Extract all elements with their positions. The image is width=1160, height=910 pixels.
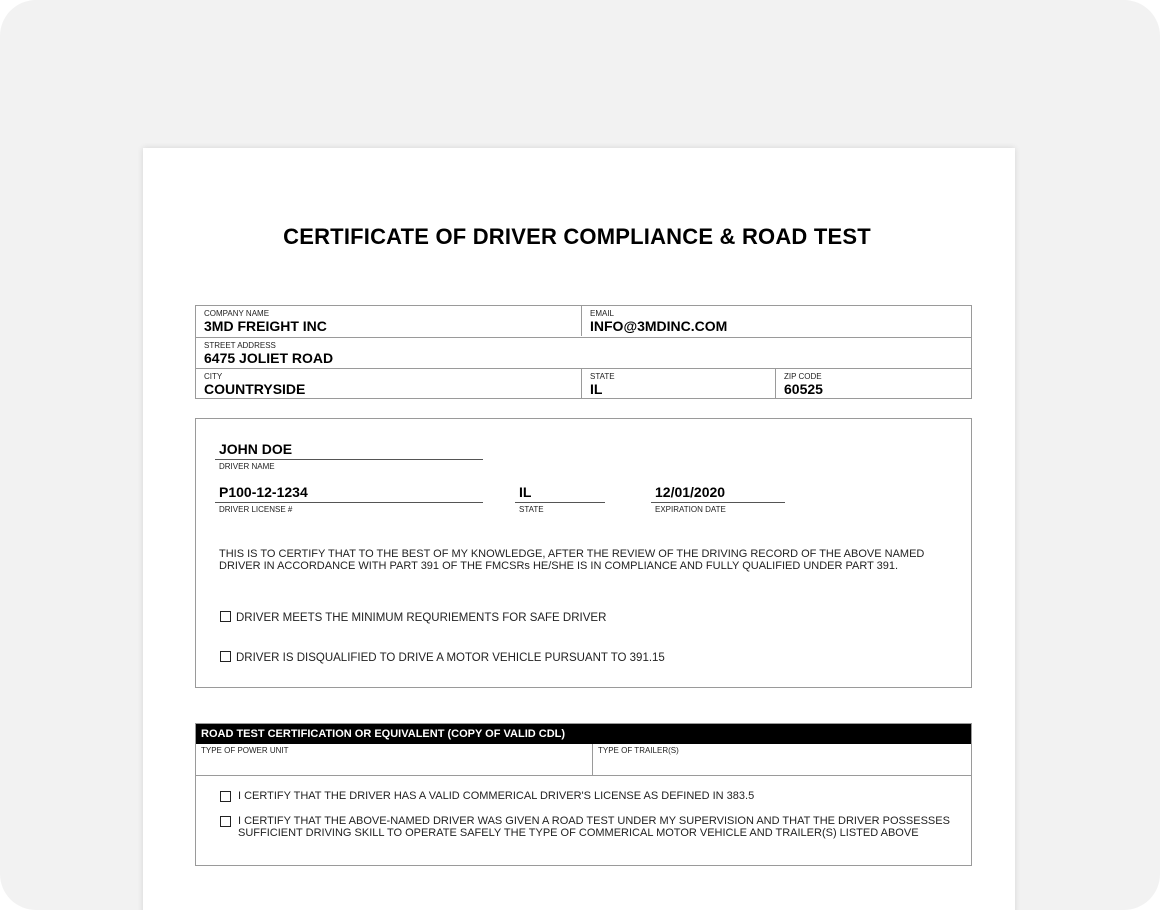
company-name-cell (196, 306, 581, 336)
city-label: CITY (204, 372, 223, 381)
checkbox-disqualified[interactable] (220, 651, 231, 662)
city-row (196, 368, 971, 399)
street-cell (196, 338, 971, 368)
checkbox-cert-road-test[interactable] (220, 816, 231, 827)
cert-cdl-text: I CERTIFY THAT THE DRIVER HAS A VALID COMMERICAL DRIVER'S LICENSE AS DEFINED IN 383.5 (238, 790, 755, 802)
zip-cell (775, 369, 972, 399)
driver-license-line (215, 502, 483, 503)
zip-label: ZIP CODE (784, 372, 822, 381)
document-page (143, 148, 1015, 910)
driver-state-label: STATE (519, 505, 544, 514)
road-test-heading: ROAD TEST CERTIFICATION OR EQUIVALENT (COPY OF VALID CDL) (196, 724, 971, 744)
driver-name-line (215, 459, 483, 460)
driver-license-label: DRIVER LICENSE # (219, 505, 293, 514)
road-test-section (195, 723, 972, 866)
street-value: 6475 JOLIET ROAD (204, 350, 334, 366)
driver-license-value: P100-12-1234 (219, 484, 308, 500)
street-label: STREET ADDRESS (204, 341, 276, 350)
email-cell (581, 306, 972, 336)
driver-state-value: IL (519, 484, 532, 500)
company-name-label: COMPANY NAME (204, 309, 270, 318)
certification-statement: THIS IS TO CERTIFY THAT TO THE BEST OF MY KNOWLEDGE, AFTER THE REVIEW OF THE DRIVING RECORD OF THE ABOVE NAMED DRIVER IN ACCORDANCE WITH PART 391 OF THE FMCSRs HE/SHE IS IN COMPLIANCE AND FULLY QUALIFIED UNDER PART 391. (219, 548, 925, 572)
company-name-value: 3MD FREIGHT INC (204, 318, 327, 334)
option-disqualified[interactable] (220, 651, 665, 664)
expiration-date-label: EXPIRATION DATE (655, 505, 726, 514)
driver-compliance-section (195, 418, 972, 688)
driver-state-line (515, 502, 605, 503)
option-disqualified-label: DRIVER IS DISQUALIFIED TO DRIVE A MOTOR VEHICLE PURSUANT TO 391.15 (236, 652, 665, 664)
city-value: COUNTRYSIDE (204, 381, 306, 397)
state-cell (581, 369, 776, 399)
email-label: EMAIL (590, 309, 615, 318)
driver-name-value: JOHN DOE (219, 441, 293, 457)
trailer-cell[interactable] (592, 744, 972, 775)
driver-name-label: DRIVER NAME (219, 462, 275, 471)
street-row (196, 337, 971, 368)
power-unit-cell[interactable] (196, 744, 592, 775)
expiration-date-value: 12/01/2020 (655, 484, 726, 500)
expiration-date-line (651, 502, 785, 503)
option-meets-label: DRIVER MEETS THE MINIMUM REQURIEMENTS FOR SAFE DRIVER (236, 612, 607, 624)
power-unit-label: TYPE OF POWER UNIT (201, 746, 289, 755)
state-label: STATE (590, 372, 615, 381)
zip-value: 60525 (784, 381, 823, 397)
document-title: CERTIFICATE OF DRIVER COMPLIANCE & ROAD TEST (283, 224, 871, 249)
road-test-columns (196, 744, 971, 776)
email-value: INFO@3MDINC.COM (590, 318, 728, 334)
checkbox-meets-requirements[interactable] (220, 611, 231, 622)
city-cell (196, 369, 581, 399)
trailer-label: TYPE OF TRAILER(S) (598, 746, 679, 755)
cert-road-test-text: I CERTIFY THAT THE ABOVE-NAMED DRIVER WAS GIVEN A ROAD TEST UNDER MY SUPERVISION AND THAT THE DRIVER POSSESSES SUFFICIENT DRIVING SKILL TO OPERATE SAFELY THE TYPE OF COMMERICAL MOTOR VEHICLE AND TRAILER(S) LISTED ABOVE (238, 815, 950, 839)
company-info-table (195, 305, 972, 399)
checkbox-cert-cdl[interactable] (220, 791, 231, 802)
state-value: IL (590, 381, 603, 397)
company-row (196, 306, 971, 336)
option-meets-requirements[interactable] (220, 611, 606, 624)
